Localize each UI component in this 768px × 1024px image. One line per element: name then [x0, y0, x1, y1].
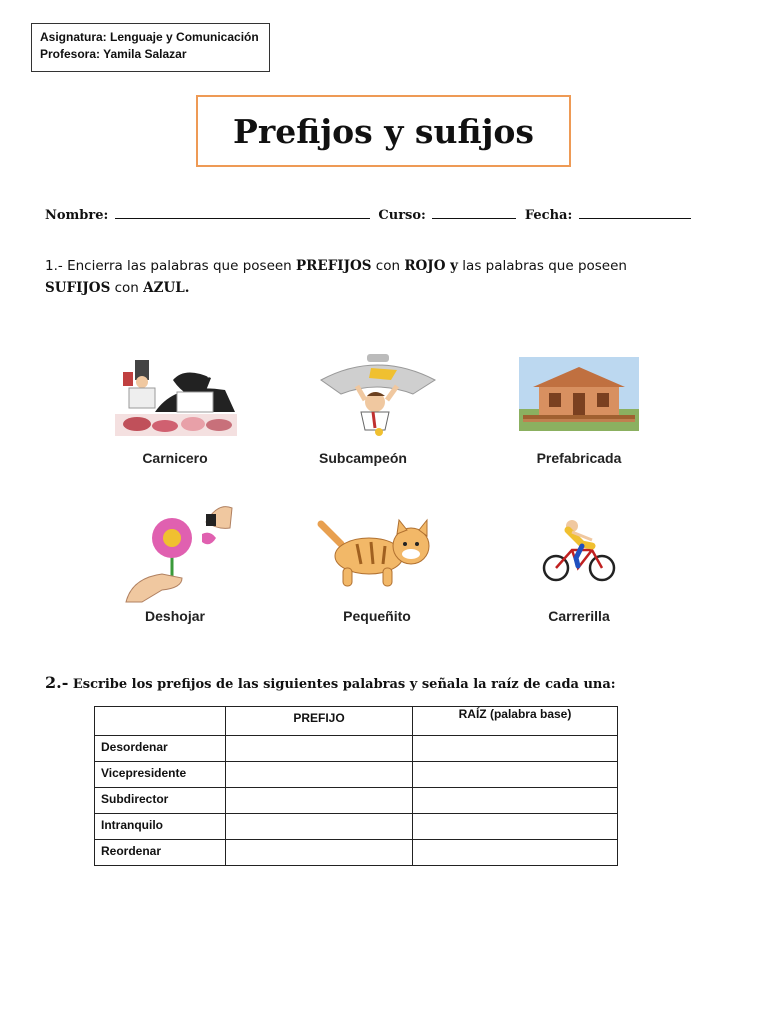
table-header-prefijo: PREFIJO	[226, 707, 413, 736]
question-1-text: con	[371, 258, 405, 274]
caption-deshojar: Deshojar	[145, 608, 205, 624]
table-row-word: Desordenar	[95, 736, 226, 762]
root-cell[interactable]	[413, 736, 618, 762]
prefix-cell[interactable]	[226, 840, 413, 866]
root-cell[interactable]	[413, 814, 618, 840]
prefix-cell[interactable]	[226, 814, 413, 840]
question-1-text: con	[110, 280, 144, 296]
house-picture	[519, 357, 639, 431]
worksheet-title: Prefijos y sufijos	[233, 111, 534, 151]
table-row	[95, 840, 618, 866]
table-row-word: Vicepresidente	[95, 762, 226, 788]
caption-pequenito: Pequeñito	[343, 608, 411, 624]
table-row	[95, 762, 618, 788]
question-1-text: Encierra las palabras que poseen	[67, 258, 297, 274]
keyword-sufijos: SUFIJOS	[45, 280, 111, 296]
root-cell[interactable]	[413, 840, 618, 866]
table-header-word	[95, 707, 226, 736]
table-row-word: Reordenar	[95, 840, 226, 866]
date-field[interactable]	[579, 206, 691, 219]
flower-picture	[122, 498, 236, 604]
table-row	[95, 814, 618, 840]
question-2	[45, 673, 735, 692]
keyword-rojo: ROJO y	[404, 258, 458, 274]
subject-info-box	[31, 23, 270, 72]
question-2-number: 2.-	[45, 673, 69, 692]
name-label: Nombre:	[45, 208, 109, 223]
cyclist-picture	[542, 518, 616, 584]
name-field[interactable]	[115, 206, 370, 219]
student-info-line	[45, 206, 705, 223]
prefix-table	[94, 706, 618, 866]
table-row-word: Intranquilo	[95, 814, 226, 840]
question-1-text: las palabras que poseen	[458, 258, 627, 274]
prefix-cell[interactable]	[226, 788, 413, 814]
keyword-prefijos: PREFIJOS	[296, 258, 372, 274]
caption-carnicero: Carnicero	[142, 450, 208, 466]
course-field[interactable]	[432, 206, 516, 219]
table-header-raiz: RAÍZ (palabra base)	[413, 707, 618, 736]
caption-subcampeon: Subcampeón	[319, 450, 407, 466]
prefix-cell[interactable]	[226, 736, 413, 762]
table-row	[95, 788, 618, 814]
question-2-text: Escribe los prefijos de las siguientes palabras y señala la raíz de cada una:	[68, 677, 616, 692]
question-1-number: 1.-	[45, 258, 63, 274]
course-label: Curso:	[378, 208, 426, 223]
caption-carrerilla: Carrerilla	[548, 608, 610, 624]
table-row-word: Subdirector	[95, 788, 226, 814]
cat-picture	[317, 514, 437, 590]
question-1	[45, 255, 715, 299]
keyword-azul: AZUL.	[143, 280, 190, 296]
prefix-cell[interactable]	[226, 762, 413, 788]
table-row	[95, 736, 618, 762]
butcher-picture	[115, 352, 237, 436]
teacher-label: Profesora: Yamila Salazar	[40, 47, 187, 61]
worksheet-title-box	[196, 95, 571, 167]
root-cell[interactable]	[413, 788, 618, 814]
date-label: Fecha:	[524, 208, 573, 223]
root-cell[interactable]	[413, 762, 618, 788]
trophy-picture	[317, 350, 439, 438]
table-header-row	[95, 707, 618, 736]
caption-prefabricada: Prefabricada	[536, 450, 622, 466]
subject-label: Asignatura: Lenguaje y Comunicación	[40, 30, 259, 44]
